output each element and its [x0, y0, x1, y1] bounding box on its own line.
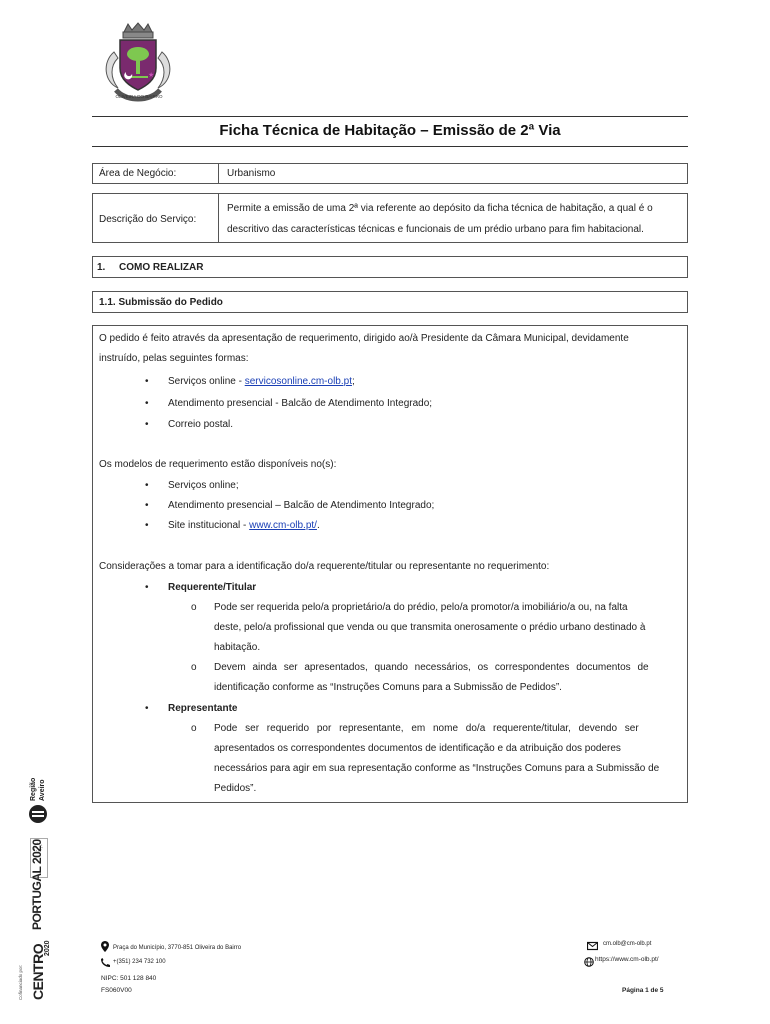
list-item-text: Serviços online - — [168, 376, 245, 387]
p1-line-1: O pedido é feito através da apresentação de requerimento, dirigido ao/à Presidente da Câmara Municipal, devidamente — [99, 333, 629, 344]
bullet-icon: • — [145, 582, 149, 593]
req-sub1-line-3: habitação. — [214, 642, 261, 653]
requerente-title: Requerente/Titular — [168, 582, 257, 593]
sub-bullet-icon: o — [191, 662, 197, 673]
centro-text: CENTRO — [30, 943, 46, 1000]
area-negocio-label: Área de Negócio: — [99, 168, 177, 179]
descricao-line-2: descritivo das características técnicas e funcionais de um prédio urbano para fim habitacional. — [227, 224, 644, 235]
regiao-aveiro-icon — [28, 803, 48, 825]
portugal-2020-logo — [30, 839, 52, 930]
descricao-label: Descrição do Serviço: — [99, 214, 197, 225]
rep-sub1-line-4: Pedidos”. — [214, 783, 257, 794]
portugal-2020-text: PORTUGAL 2020 — [30, 839, 44, 930]
model-item-atendimento: Atendimento presencial – Balcão de Atendimento Integrado; — [168, 500, 435, 511]
section-1-1-header — [92, 291, 688, 313]
model-item-site — [168, 520, 320, 531]
list-item-correio: Correio postal. — [168, 419, 234, 430]
p2: Os modelos de requerimento estão disponíveis no(s): — [99, 459, 337, 470]
regiao-aveiro-logo — [26, 775, 52, 825]
req-sub1-line-1: Pode ser requerida pelo/a proprietário/a do prédio, pelo/a promotor/a imobiliário/a ou, na falta — [214, 602, 628, 613]
centro-sub-text: 2020 — [44, 940, 51, 956]
rep-sub1-line-2: apresentados os correspondentes documentos de identificação e da atribuição dos poderes — [214, 743, 621, 754]
list-item-text: Site institucional - — [168, 520, 250, 531]
footer-code: FS060V00 — [101, 987, 132, 994]
footer-phone: +(351) 234 732 100 — [113, 959, 166, 965]
list-item-servicos-online — [168, 376, 355, 387]
bullet-icon: • — [145, 376, 149, 387]
bullet-icon: • — [145, 500, 149, 511]
bullet-icon: • — [145, 480, 149, 491]
sub-bullet-icon: o — [191, 723, 197, 734]
bullet-icon: • — [145, 703, 149, 714]
section-1-title: COMO REALIZAR — [119, 262, 204, 273]
footer-page-number: Página 1 de 5 — [622, 987, 664, 994]
svg-text:★: ★ — [148, 71, 155, 79]
descricao-line-1: Permite a emissão de uma 2ª via referente ao depósito da ficha técnica de habitação, a qual é o — [227, 203, 653, 214]
list-item-atendimento: Atendimento presencial - Balcão de Atendimento Integrado; — [168, 398, 433, 409]
area-negocio-row — [92, 163, 688, 184]
title-rule-bottom — [92, 146, 688, 147]
model-item-servicos: Serviços online; — [168, 480, 239, 491]
footer-address: Praça do Município, 3770-851 Oliveira do Bairro — [113, 945, 242, 951]
p3: Considerações a tomar para a identificação do/a requerente/titular ou representante no requerimento: — [99, 561, 550, 572]
footer-email[interactable]: cm.olb@cm-olb.pt — [603, 941, 652, 947]
cofinanciado-text: Cofinanciado por: — [18, 964, 23, 1000]
req-sub2-line-1: Devem ainda ser apresentados, quando necessários, os correspondentes documentos de — [214, 662, 649, 673]
bullet-icon: • — [145, 520, 149, 531]
footer-website[interactable]: https://www.cm-olb.pt/ — [595, 956, 659, 963]
bullet-icon: • — [145, 398, 149, 409]
globe-icon — [584, 954, 594, 972]
centro-2020-logo — [30, 938, 56, 1002]
rep-sub1-line-3: necessários para agir em sua representação conforme as “Instruções Comuns para a Submissão de — [214, 763, 660, 774]
section-1-1-title: 1.1. Submissão do Pedido — [99, 297, 223, 308]
logo-caption: OLIVEIRA DO BAIRRO — [115, 94, 163, 99]
cm-olb-link[interactable]: www.cm-olb.pt/ — [249, 520, 317, 531]
req-sub2-line-2: identificação conforme as “Instruções Comuns para a Submissão de Pedidos”. — [214, 682, 562, 693]
req-sub1-line-2: deste, pelo/a profissional que venda ou que transmita onerosamente o prédio urbano destinado à — [214, 622, 646, 633]
section-1-header — [92, 256, 688, 278]
list-item-suffix: . — [316, 520, 320, 531]
rep-sub1-line-1: Pode ser requerido por representante, em nome do/a requerente/titular, devendo ser — [214, 723, 639, 734]
phone-icon — [100, 955, 111, 973]
p1-line-2: instruído, pelas seguintes formas: — [99, 353, 249, 364]
title-rule-top — [92, 116, 688, 117]
list-item-suffix: ; — [351, 376, 355, 387]
section-1-number: 1. — [97, 262, 106, 273]
bullet-icon: • — [145, 419, 149, 430]
descricao-divider — [218, 194, 219, 242]
municipal-logo — [96, 22, 180, 106]
servicosonline-link[interactable]: servicosonline.cm-olb.pt — [244, 376, 352, 387]
regiao-line-1: Região — [30, 777, 37, 801]
footer-nipc: NIPC: 501 128 840 — [101, 975, 157, 982]
descricao-row — [92, 193, 688, 243]
area-negocio-divider — [218, 164, 219, 183]
representante-title: Representante — [168, 703, 238, 714]
area-negocio-value: Urbanismo — [227, 168, 276, 179]
document-title: Ficha Técnica de Habitação – Emissão de 2ª Via — [219, 122, 561, 139]
regiao-line-2: Aveiro — [39, 779, 46, 801]
sub-bullet-icon: o — [191, 602, 197, 613]
